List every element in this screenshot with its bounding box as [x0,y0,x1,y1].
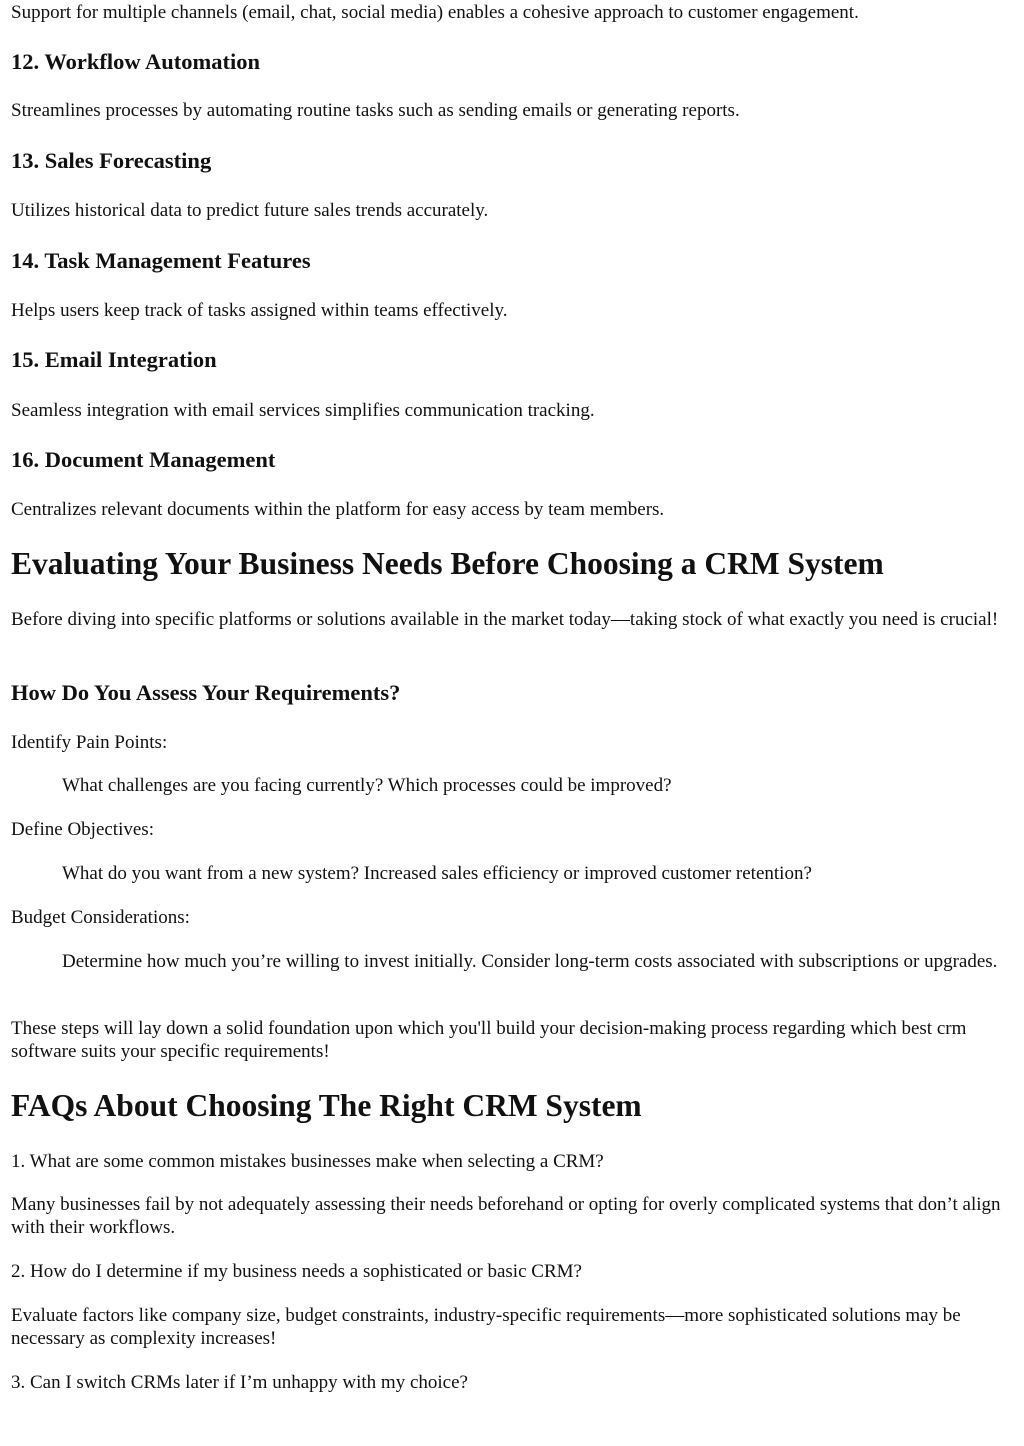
step-detail-objectives: What do you want from a new system? Increased sales efficiency or improved customer retention? [62,863,812,884]
feature-heading-workflow-automation: 12. Workflow Automation [11,49,260,74]
feature-heading-task-management: 14. Task Management Features [11,248,311,273]
step-detail-budget: Determine how much you’re willing to invest initially. Consider long-term costs associated with subscriptions or upgrades. [62,951,998,972]
feature-text-email-integration: Seamless integration with email services simplifies communication tracking. [11,400,595,421]
feature-heading-sales-forecasting: 13. Sales Forecasting [11,148,212,173]
step-detail-pain-points: What challenges are you facing currently? Which processes could be improved? [62,775,672,796]
subheading-assess-requirements: How Do You Assess Your Requirements? [11,680,401,705]
intro-paragraph: Support for multiple channels (email, chat, social media) enables a cohesive approach to customer engagement. [11,2,859,23]
step-term-objectives: Define Objectives: [11,819,154,840]
feature-text-document-management: Centralizes relevant documents within the platform for easy access by team members. [11,499,665,520]
feature-text-task-management: Helps users keep track of tasks assigned within teams effectively. [11,300,508,321]
section-heading-faqs: FAQs About Choosing The Right CRM System [11,1088,642,1123]
feature-heading-document-management: 16. Document Management [11,447,276,472]
faq-question-2: 2. How do I determine if my business needs a sophisticated or basic CRM? [11,1261,582,1282]
evaluating-intro-paragraph: Before diving into specific platforms or solutions available in the market today—taking stock of what exactly you need is crucial! [11,609,999,630]
faq-question-3: 3. Can I switch CRMs later if I’m unhappy with my choice? [11,1372,468,1393]
feature-text-workflow-automation: Streamlines processes by automating routine tasks such as sending emails or generating reports. [11,100,740,121]
step-term-pain-points: Identify Pain Points: [11,732,168,753]
faq-question-1: 1. What are some common mistakes businesses make when selecting a CRM? [11,1151,604,1172]
faq-answer-2: Evaluate factors like company size, budget constraints, industry-specific requirements—more sophisticated solutions may be necessary as complexity increases! [11,1305,961,1349]
feature-text-sales-forecasting: Utilizes historical data to predict future sales trends accurately. [11,200,489,221]
evaluating-conclusion-paragraph: These steps will lay down a solid foundation upon which you'll build your decision-making process regarding which best crm software suits your specific requirements! [11,1018,967,1062]
faq-answer-1: Many businesses fail by not adequately assessing their needs beforehand or opting for overly complicated systems that don’t align with their workflows. [11,1194,1001,1238]
feature-heading-email-integration: 15. Email Integration [11,347,217,372]
step-term-budget: Budget Considerations: [11,907,190,928]
section-heading-evaluating-needs: Evaluating Your Business Needs Before Choosing a CRM System [11,546,884,581]
